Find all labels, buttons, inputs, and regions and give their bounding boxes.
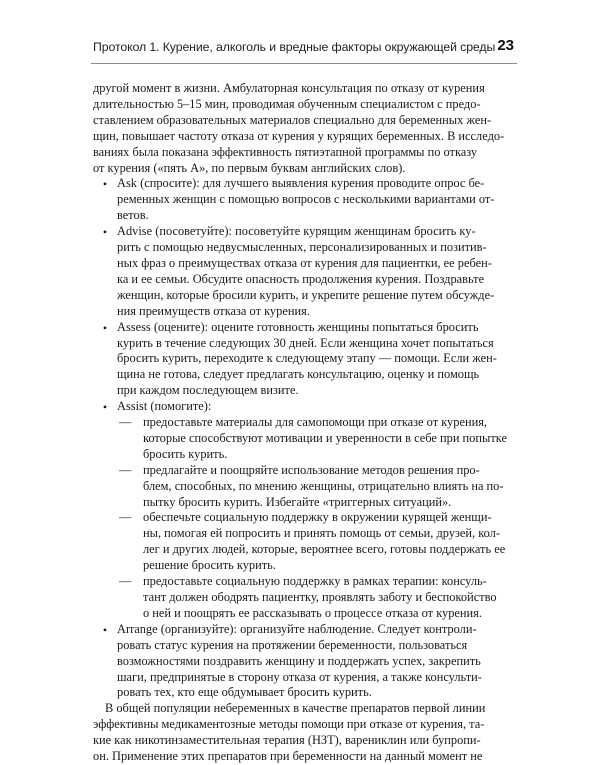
- text-line: кие как никотинзаместительная терапия (НЗТ), варениклин или бупропи-: [93, 733, 481, 748]
- text-line: ка и ее семьи. Обсудите опасность продолжения курения. Поздравьте: [117, 271, 485, 286]
- text-line: В общей популяции небеременных в качестве препаратов первой линии: [105, 701, 486, 716]
- text-line: ны, помогая ей попросить и принять помощь от семьи, друзей, кол-: [143, 526, 500, 541]
- sublist-item: [119, 462, 517, 511]
- text-line: бросить курить.: [143, 446, 228, 461]
- dash-marker: —: [119, 415, 132, 430]
- text-line: предлагайте и поощряйте использование методов решения про-: [143, 462, 480, 477]
- text-line: которые способствуют мотивации и уверенности в себе при попытке: [143, 430, 507, 445]
- text-line: лег и других людей, которые, вероятнее всего, готовы поддержать ее: [143, 542, 506, 557]
- text-line: блем, способных, по мнению женщины, отрицательно влиять на по-: [143, 478, 504, 493]
- text-line: пытку бросить курить. Избегайте «триггерных ситуаций».: [143, 494, 452, 509]
- text-line: тант должен ободрять пациентку, проявлять заботу и беспокойство: [143, 590, 497, 604]
- text-line: эффективны медикаментозные методы помощи при отказе от курения, та-: [93, 717, 485, 732]
- header-divider: [91, 63, 517, 64]
- list-item-arrange: [102, 621, 517, 702]
- text-line: ваниях была показана эффективность пятиэтапной программы по отказу: [93, 144, 478, 159]
- text-line: при каждом последующем визите.: [117, 383, 299, 398]
- text-line: щин, повышает частоту отказа от курения у курящих беременных. В исследо-: [93, 128, 505, 143]
- text-line: ставлением образовательных материалов специально для беременных жен-: [93, 112, 492, 127]
- text-line: ровать тех, кто еще обдумывает бросить курить.: [117, 685, 372, 700]
- list-item-ask: [102, 176, 517, 224]
- text-line: щина не готова, следует предлагать консультацию, оценку и помощь: [117, 367, 480, 382]
- text-line: он. Применение этих препаратов при беременности на данный момент не: [93, 749, 483, 764]
- intro-paragraph: [93, 81, 517, 176]
- text-line: ветов.: [117, 208, 149, 223]
- sublist-item: [119, 415, 517, 463]
- text-line: бросить курить, переходите к следующему этапу — помощи. Если жен-: [117, 351, 497, 366]
- running-head: Протокол 1. Курение, алкоголь и вредные факторы окружающей среды: [93, 40, 496, 54]
- list-item-assess: [102, 319, 517, 400]
- text-line: предоставьте материалы для самопомощи при отказе от курения,: [143, 415, 487, 430]
- dash-marker: —: [119, 462, 132, 477]
- sublist-item: [119, 510, 517, 574]
- dash-marker: —: [119, 574, 132, 589]
- text-line: Assist (помогите):: [117, 399, 212, 414]
- text-line: ных фраз о преимуществах отказа от курения для пациентки, ее ребен-: [117, 255, 492, 270]
- bullet-icon: •: [102, 622, 108, 637]
- page-number: 23: [497, 37, 514, 54]
- body-text: [93, 81, 517, 765]
- sublist-item: [119, 574, 517, 622]
- text-line: ровать статус курения на протяжении беременности, пользоваться: [117, 637, 468, 652]
- text-line: Advise (посоветуйте): посоветуйте курящим женщинам бросить ку-: [117, 224, 476, 239]
- list-item-advise: [102, 224, 517, 319]
- list-item-assist: [102, 399, 517, 415]
- bullet-icon: •: [102, 400, 108, 415]
- text-line: о ней и поощрять ее рассказывать о процессе отказа от курения.: [143, 605, 482, 620]
- text-line: Assess (оцените): оцените готовность женщины попытаться бросить: [117, 319, 479, 334]
- text-line: Ask (спросите): для лучшего выявления курения проводите опрос бе-: [117, 176, 485, 191]
- text-line: курить в течение следующих 30 дней. Если женщина хочет попытаться: [117, 335, 494, 350]
- text-line: обеспечьте социальную поддержку в окружении курящей женщи-: [143, 510, 492, 525]
- text-line: шаги, предпринятые в сторону отказа от курения, а также консульти-: [117, 669, 482, 684]
- text-line: возможностями поздравить женщину и поддержать успех, закрепить: [117, 653, 481, 668]
- text-line: ременных женщин с помощью вопросов с несколькими вариантами от-: [117, 192, 495, 207]
- text-line: женщин, которые бросили курить, и укрепите решение путем обсужде-: [117, 287, 495, 302]
- dash-marker: —: [119, 510, 132, 525]
- text-line: предоставьте социальную поддержку в рамках терапии: консуль-: [143, 574, 487, 589]
- closing-paragraph: [93, 701, 517, 765]
- text-line: длительностью 5–15 мин, проводимая обученным специалистом с предо-: [93, 96, 481, 111]
- bullet-icon: •: [102, 177, 108, 192]
- text-line: ния преимуществ отказа от курения.: [117, 303, 310, 318]
- text-line: другой момент в жизни. Амбулаторная консультация по отказу от курения: [93, 81, 485, 95]
- text-line: Arrange (организуйте): организуйте наблюдение. Следует контроли-: [117, 621, 477, 636]
- bullet-icon: •: [102, 225, 108, 240]
- text-line: рить с помощью недвусмысленных, персонализированных и позитив-: [117, 240, 487, 255]
- text-line: решение бросить курить.: [143, 558, 276, 573]
- bullet-icon: •: [102, 320, 108, 335]
- text-line: от курения («пять А», по первым буквам английских слов).: [93, 160, 406, 175]
